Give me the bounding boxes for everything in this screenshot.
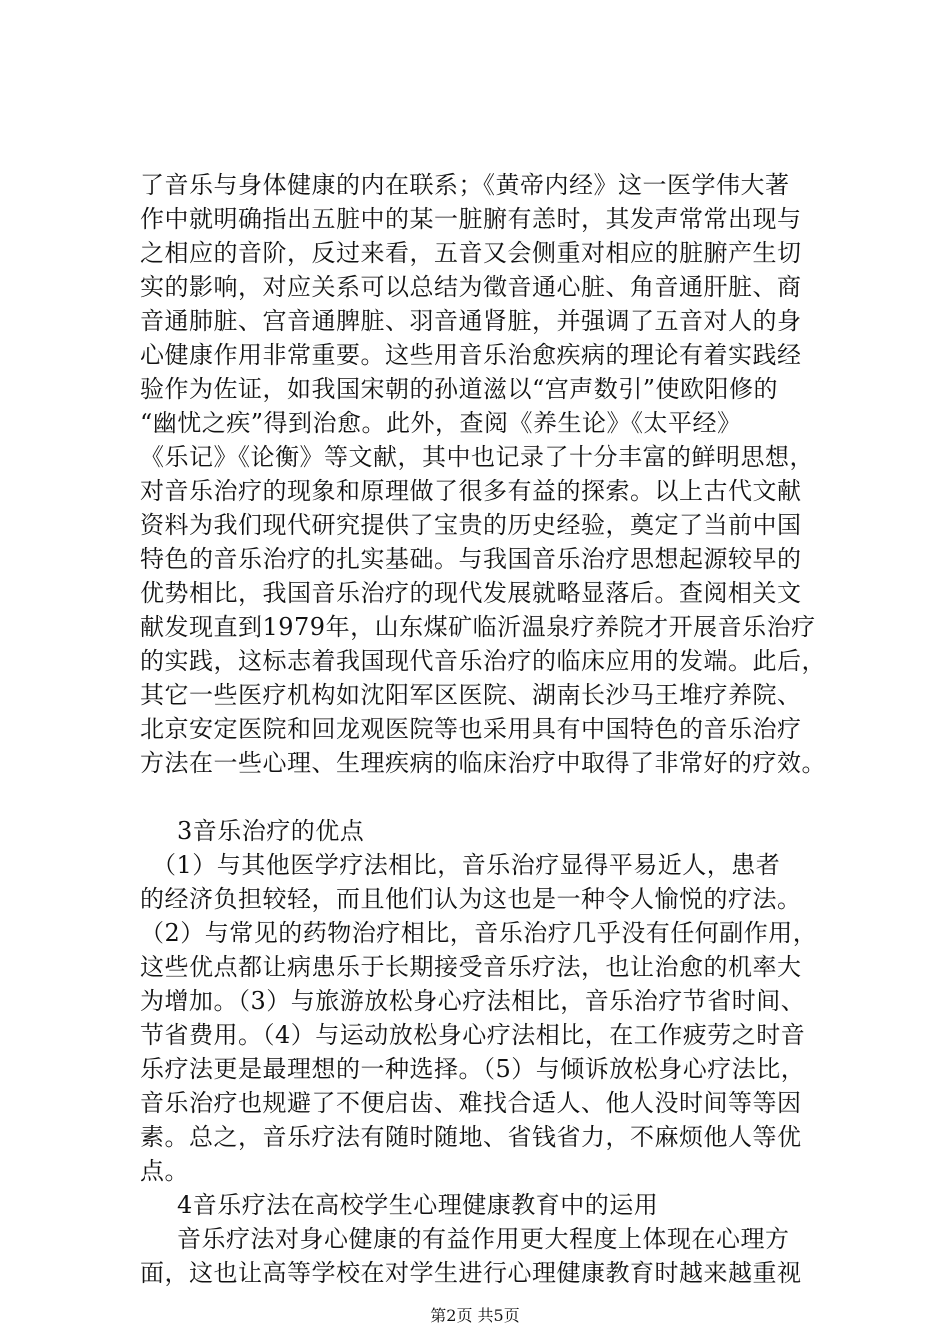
page-footer: 第2页 共5页 <box>430 1306 520 1325</box>
text-line: 的实践，这标志着我国现代音乐治疗的临床应用的发端。此后， <box>140 647 826 675</box>
text-line: 音通肺脏、宫音通脾脏、羽音通肾脏，并强调了五音对人的身 <box>140 307 802 335</box>
section-heading: 4音乐疗法在高校学生心理健康教育中的运用 <box>177 1191 659 1219</box>
text-line: 献发现直到1979年，山东煤矿临沂温泉疗养院才开展音乐治疗 <box>140 613 816 641</box>
text-line: 之相应的音阶，反过来看，五音又会侧重对相应的脏腑产生切 <box>140 239 802 267</box>
text-line: 北京安定医院和回龙观医院等也采用具有中国特色的音乐治疗 <box>140 715 802 743</box>
text-line: 音乐疗法对身心健康的有益作用更大程度上体现在心理方 <box>177 1225 790 1253</box>
text-line: 节省费用。（4）与运动放松身心疗法相比，在工作疲劳之时音 <box>140 1021 806 1049</box>
text-line: （1）与其他医学疗法相比，音乐治疗显得平易近人，患者 <box>152 851 781 879</box>
section-heading: 3音乐治疗的优点 <box>177 817 365 845</box>
text-line: 的经济负担较轻，而且他们认为这也是一种令人愉悦的疗法。 <box>140 885 802 913</box>
text-line: 验作为佐证，如我国宋朝的孙道滋以“宫声数引”使欧阳修的 <box>140 375 779 403</box>
text-line: 音乐治疗也规避了不便启齿、难找合适人、他人没时间等等因 <box>140 1089 802 1117</box>
text-line: 特色的音乐治疗的扎实基础。与我国音乐治疗思想起源较早的 <box>140 545 802 573</box>
text-line: “幽忧之疾”得到治愈。此外，查阅《养生论》《太平经》 <box>140 409 742 437</box>
text-line: 面，这也让高等学校在对学生进行心理健康教育时越来越重视 <box>140 1259 802 1287</box>
section-3-advantages <box>140 814 830 1188</box>
paragraph-history <box>140 168 830 780</box>
text-line: 其它一些医疗机构如沈阳军区医院、湖南长沙马王堆疗养院、 <box>140 681 802 709</box>
text-line: 对音乐治疗的现象和原理做了很多有益的探索。以上古代文献 <box>140 477 802 505</box>
text-line: 优势相比，我国音乐治疗的现代发展就略显落后。查阅相关文 <box>140 579 802 607</box>
text-line: 素。总之，音乐疗法有随时随地、省钱省力，不麻烦他人等优 <box>140 1123 802 1151</box>
section-4-application <box>140 1188 830 1290</box>
text-line: 心健康作用非常重要。这些用音乐治愈疾病的理论有着实践经 <box>140 341 802 369</box>
text-line: 实的影响，对应关系可以总结为徵音通心脏、角音通肝脏、商 <box>140 273 802 301</box>
text-line: 资料为我们现代研究提供了宝贵的历史经验，奠定了当前中国 <box>140 511 802 539</box>
text-line: 了音乐与身体健康的内在联系；《黄帝内经》这一医学伟大著 <box>140 171 790 199</box>
text-line: 乐疗法更是最理想的一种选择。（5）与倾诉放松身心疗法比， <box>140 1055 806 1083</box>
text-line: 这些优点都让病患乐于长期接受音乐疗法，也让治愈的机率大 <box>140 953 802 981</box>
text-line: 作中就明确指出五脏中的某一脏腑有恙时，其发声常常出现与 <box>140 205 802 233</box>
text-line: 为增加。（3）与旅游放松身心疗法相比，音乐治疗节省时间、 <box>140 987 806 1015</box>
text-line: 点。 <box>140 1157 189 1185</box>
text-line: 方法在一些心理、生理疾病的临床治疗中取得了非常好的疗效。 <box>140 749 826 777</box>
text-line: （2）与常见的药物治疗相比，音乐治疗几乎没有任何副作用， <box>140 919 818 947</box>
document-body <box>140 168 830 1290</box>
paragraph-gap <box>140 780 830 814</box>
text-line: 《乐记》《论衡》等文献，其中也记录了十分丰富的鲜明思想， <box>140 443 814 471</box>
